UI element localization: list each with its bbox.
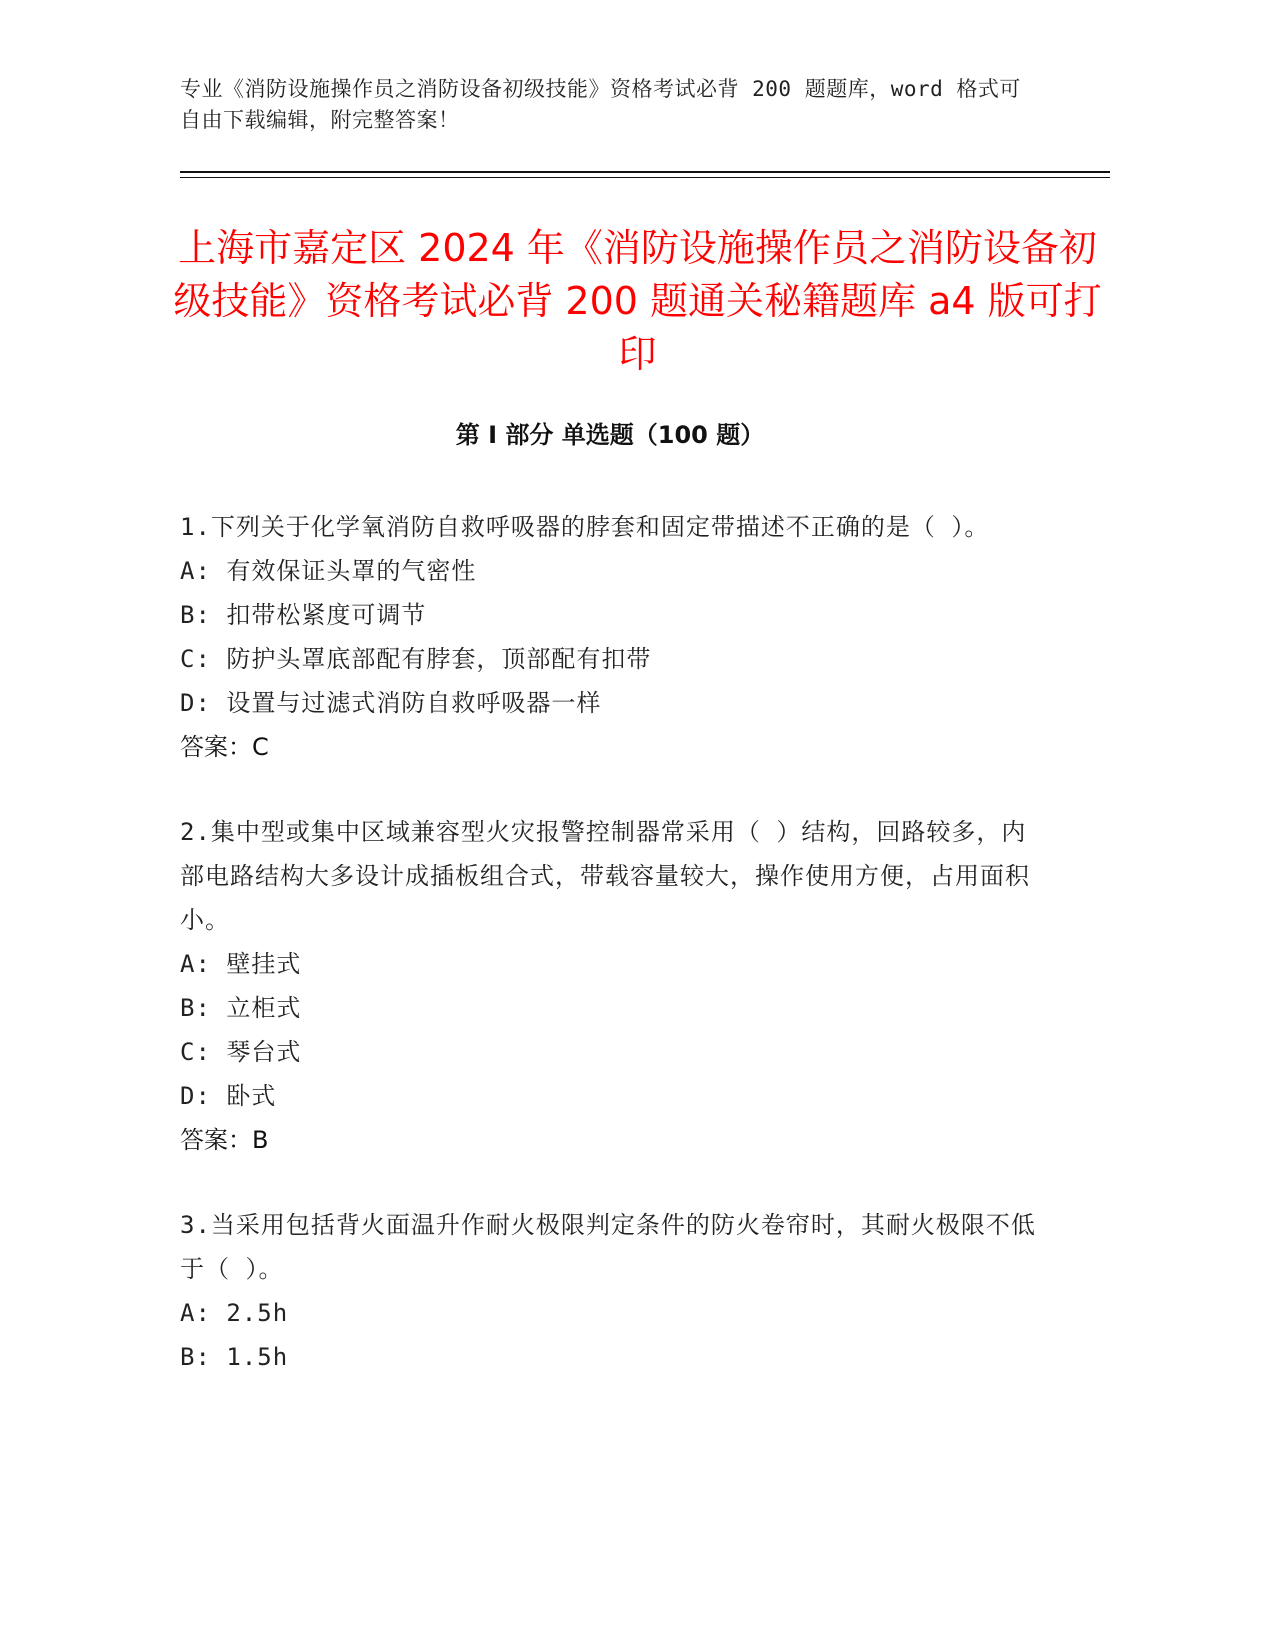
question-2 bbox=[180, 810, 1040, 1162]
question-list bbox=[180, 505, 1040, 1420]
option-b: B: 扣带松紧度可调节 bbox=[180, 601, 427, 629]
option-c: C: 防护头罩底部配有脖套，顶部配有扣带 bbox=[180, 645, 652, 673]
option-c: C: 琴台式 bbox=[180, 1038, 302, 1066]
option-a: A: 壁挂式 bbox=[180, 950, 302, 978]
header-divider-thin bbox=[180, 177, 1110, 178]
answer: 答案：C bbox=[180, 733, 269, 761]
header-note: 专业《消防设施操作员之消防设备初级技能》资格考试必背 200 题题库，word 格式可自由下载编辑，附完整答案！ bbox=[180, 77, 1021, 132]
section-title: 第 I 部分 单选题（100 题） bbox=[455, 421, 765, 449]
option-d: D: 卧式 bbox=[180, 1082, 277, 1110]
option-a: A: 2.5h bbox=[180, 1299, 289, 1327]
question-1 bbox=[180, 505, 1040, 769]
question-stem: 1.下列关于化学氧消防自救呼吸器的脖套和固定带描述不正确的是（ ）。 bbox=[180, 513, 990, 541]
header-divider-thick bbox=[180, 171, 1110, 173]
question-3 bbox=[180, 1203, 1040, 1379]
document-title: 上海市嘉定区 2024 年《消防设施操作员之消防设备初级技能》资格考试必背 200 题通关秘籍题库 a4 版可打印 bbox=[173, 226, 1102, 376]
option-b: B: 立柜式 bbox=[180, 994, 302, 1022]
option-b: B: 1.5h bbox=[180, 1343, 289, 1371]
option-a: A: 有效保证头罩的气密性 bbox=[180, 557, 477, 585]
option-d: D: 设置与过滤式消防自救呼吸器一样 bbox=[180, 689, 602, 717]
question-stem: 3.当采用包括背火面温升作耐火极限判定条件的防火卷帘时，其耐火极限不低于（ ）。 bbox=[180, 1211, 1036, 1283]
answer: 答案：B bbox=[180, 1126, 269, 1154]
question-stem: 2.集中型或集中区域兼容型火灾报警控制器常采用（ ）结构，回路较多，内部电路结构大多设计成插板组合式，带载容量较大，操作使用方便，占用面积小。 bbox=[180, 818, 1030, 934]
